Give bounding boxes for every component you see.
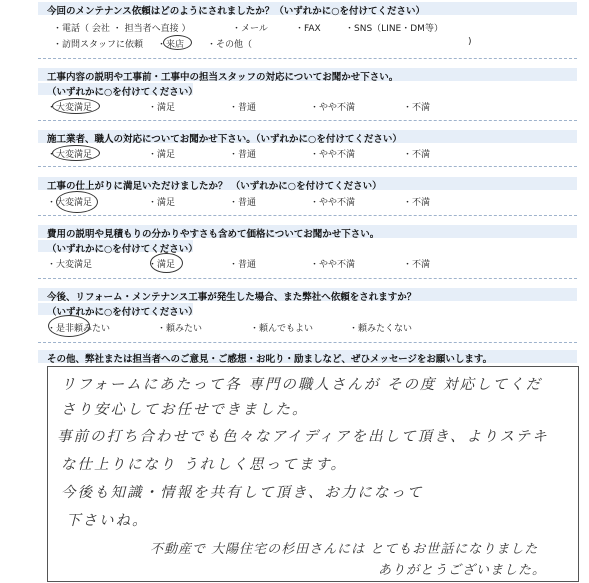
option-dissatisfied[interactable]: ・不満 [403, 198, 431, 208]
option-satisfied[interactable]: ・満足 [148, 150, 176, 160]
question-5-title: 費用の説明や見積もりの分かりやすさも含めて価格についてお聞かせ下さい。 [47, 229, 380, 240]
comment-line: 下さいね。 [66, 513, 149, 529]
divider [38, 58, 577, 59]
comment-line: リフォームにあたって各 専門の職人さんが その度 対応してくだ [61, 377, 543, 393]
option-other[interactable]: ・その他（ [207, 40, 253, 50]
question-6-title: 今後、リフォーム・メンテナンス工事が発生した場合、また弊社へ依頼をされますか？ [47, 292, 417, 303]
option-may-request[interactable]: ・頼んでもよい [250, 324, 314, 334]
option-dissatisfied[interactable]: ・不満 [403, 150, 431, 160]
divider [38, 342, 577, 343]
selection-circle [56, 191, 98, 213]
option-would-not-request[interactable]: ・頼みたくない [349, 324, 413, 334]
selection-circle [52, 145, 100, 161]
divider [38, 166, 577, 167]
option-visit-staff[interactable]: ・訪問スタッフに依頼 [53, 40, 144, 50]
option-would-request[interactable]: ・頼みたい [157, 324, 203, 334]
option-other-close: ) [468, 37, 472, 47]
option-store-visit[interactable]: ・来店 [157, 40, 185, 50]
selection-circle [48, 315, 90, 337]
option-mail[interactable]: ・メール [232, 24, 268, 34]
option-satisfied[interactable]: ・満足 [148, 260, 176, 270]
option-definitely-request[interactable]: ・是非頼みたい [47, 324, 111, 334]
question-3-title: 施工業者、職人の対応についてお聞かせ下さい。（いずれかに○を付けてください） [47, 134, 402, 145]
option-dissatisfied[interactable]: ・不満 [403, 260, 431, 270]
option-very-satisfied[interactable]: ・大変満足 [47, 103, 93, 113]
option-satisfied[interactable]: ・満足 [148, 103, 176, 113]
question-2-title: 工事内容の説明や工事前・工事中の担当スタッフの対応についてお聞かせ下さい。 [47, 72, 399, 83]
question-2-subtitle: （いずれかに○を付けてください） [47, 87, 198, 98]
question-1-title: 今回のメンテナンス依頼はどのようにされましたか？（いずれかに○を付けてください） [47, 6, 426, 17]
question-4-title: 工事の仕上がりに満足いただけましたか？ （いずれかに○を付けてください） [47, 181, 382, 192]
option-somewhat-dissatisfied[interactable]: ・やや不満 [310, 150, 356, 160]
option-somewhat-dissatisfied[interactable]: ・やや不満 [310, 198, 356, 208]
selection-circle [52, 98, 100, 114]
divider [38, 120, 577, 121]
option-very-satisfied[interactable]: ・大変満足 [47, 198, 93, 208]
comment-line: な仕上りになり うれしく思ってます。 [61, 457, 347, 473]
option-normal[interactable]: ・普通 [229, 198, 257, 208]
option-phone[interactable]: ・電話（ 会社 ・ 担当者へ直接 ） [53, 24, 191, 34]
comment-line: ありがとうございました。 [378, 563, 547, 578]
option-normal[interactable]: ・普通 [229, 150, 257, 160]
option-somewhat-dissatisfied[interactable]: ・やや不満 [310, 103, 356, 113]
option-sns[interactable]: ・SNS（LINE・DM等） [345, 24, 443, 34]
option-normal[interactable]: ・普通 [229, 103, 257, 113]
option-very-satisfied[interactable]: ・大変満足 [47, 150, 93, 160]
comment-line: 今後も知識・情報を共有して頂き、お力になって [61, 485, 424, 501]
option-very-satisfied[interactable]: ・大変満足 [47, 260, 93, 270]
selection-circle [150, 253, 183, 273]
option-dissatisfied[interactable]: ・不満 [403, 103, 431, 113]
selection-circle [163, 35, 192, 50]
comment-line: 事前の打ち合わせでも色々なアイディアを出して頂き、よりステキ [57, 429, 549, 445]
option-somewhat-dissatisfied[interactable]: ・やや不満 [310, 260, 356, 270]
question-7-title: その他、弊社または担当者へのご意見・ご感想・お叱り・励ましなど、ぜひメッセージをお願いします。 [47, 354, 493, 365]
question-5-subtitle: （いずれかに○を付けてください） [47, 244, 198, 255]
question-6-subtitle: （いずれかに○を付けてください） [47, 307, 198, 318]
option-normal[interactable]: ・普通 [229, 260, 257, 270]
divider [38, 215, 577, 216]
divider [38, 278, 577, 279]
comment-line: さり安心してお任せできました。 [61, 402, 309, 418]
option-satisfied[interactable]: ・満足 [148, 198, 176, 208]
option-fax[interactable]: ・FAX [295, 24, 321, 34]
comment-line: 不動産で 大陽住宅の杉田さんには とてもお世話になりました [150, 542, 539, 557]
